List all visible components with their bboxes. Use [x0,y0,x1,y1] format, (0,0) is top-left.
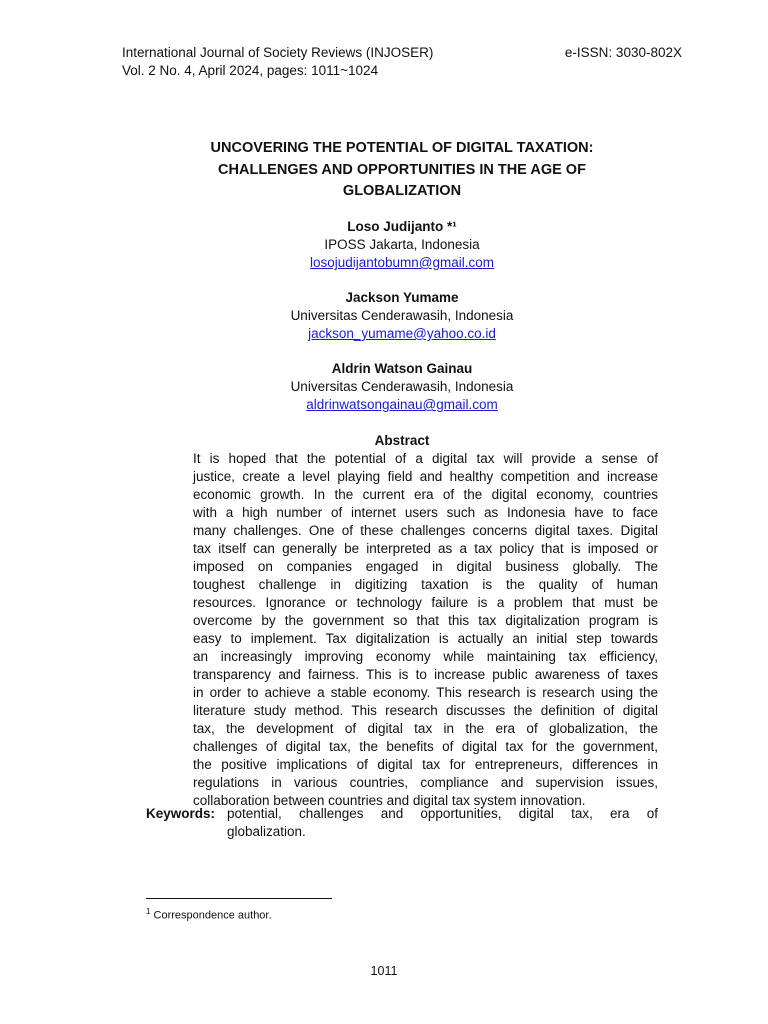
abstract-line: collaboration between countries and digital tax system innovation. [193,793,586,808]
author-email-link[interactable]: aldrinwatsongainau@gmail.com [306,397,498,412]
author-name: Jackson Yumame [345,290,459,305]
abstract-line: It is hoped that the potential of a digital tax will provide a sense of [193,451,658,466]
keywords-label: Keywords: [146,806,216,821]
footnote-divider [146,898,332,899]
abstract-line: economic growth. In the current era of the digital economy, countries [193,487,658,502]
abstract-body [193,450,658,810]
footnote [146,905,272,923]
abstract-line: regulations in various countries, compliance and supervision issues, [193,775,658,790]
author-affiliation: Universitas Cenderawasih, Indonesia [290,308,514,323]
footnote-text: Correspondence author. [153,909,272,922]
abstract-line: toughest challenge in digitizing taxation is the quality of human [193,577,658,592]
abstract-line: in order to achieve a stable economy. This research is research using the [193,685,658,700]
abstract-line: easy to implement. Tax digitalization is actually an initial step towards [193,631,658,646]
abstract-line: resources. Ignorance or technology failure is a problem that must be [193,595,658,610]
running-header [122,44,433,80]
abstract-line: literature study method. This research discusses the definition of digital [193,703,658,718]
abstract-line: justice, create a level playing field and healthy competition and increase [193,469,658,484]
abstract-line: overcome by the government so that this tax digitalization program is [193,613,658,628]
keywords-line: potential, challenges and opportunities, digital tax, era of [227,806,658,821]
title-line: GLOBALIZATION [342,183,462,199]
author-3 [150,360,654,414]
abstract-line: an increasingly improving economy while maintaining tax efficiency, [193,649,658,664]
title-line: CHALLENGES AND OPPORTUNITIES IN THE AGE OF [218,161,586,178]
abstract-line: tax itself can generally be interpreted as a tax policy that is imposed or [193,541,658,556]
page-number: 1011 [370,964,398,978]
volume-info: Vol. 2 No. 4, April 2024, pages: 1011~1024 [122,63,379,78]
abstract-line: imposed on companies engaged in digital business globally. The [193,559,658,574]
author-affiliation: Universitas Cenderawasih, Indonesia [290,379,514,394]
paper-title [150,138,654,203]
issn: e-ISSN: 3030-802X [564,45,682,60]
abstract-line: with a high number of internet users such as Indonesia have to face [193,505,658,520]
author-1 [150,218,654,272]
abstract-line: challenges of digital tax, the benefits of digital tax for the government, [193,739,658,754]
author-affiliation: IPOSS Jakarta, Indonesia [324,237,480,252]
author-2 [150,289,654,343]
journal-name: International Journal of Society Reviews (INJOSER) [122,45,434,60]
abstract-line: many challenges. One of these challenges concerns digital taxes. Digital [193,523,658,538]
author-email-link[interactable]: jackson_yumame@yahoo.co.id [308,326,496,341]
author-name: Loso Judijanto *¹ [347,219,457,234]
author-email-link[interactable]: losojudijantobumn@gmail.com [309,255,495,270]
abstract-line: the positive implications of digital tax for entrepreneurs, differences in [193,757,658,772]
title-line: UNCOVERING THE POTENTIAL OF DIGITAL TAXATION: [210,140,594,156]
abstract-line: tax, the development of digital tax in the era of globalization, the [193,721,658,736]
footnote-marker: 1 [146,907,151,916]
keywords-text [227,805,658,841]
author-name: Aldrin Watson Gainau [331,361,473,376]
abstract-line: transparency and fairness. This is to increase public awareness of taxes [193,667,658,682]
keywords-line: globalization. [227,824,306,839]
abstract-heading: Abstract [374,433,430,448]
